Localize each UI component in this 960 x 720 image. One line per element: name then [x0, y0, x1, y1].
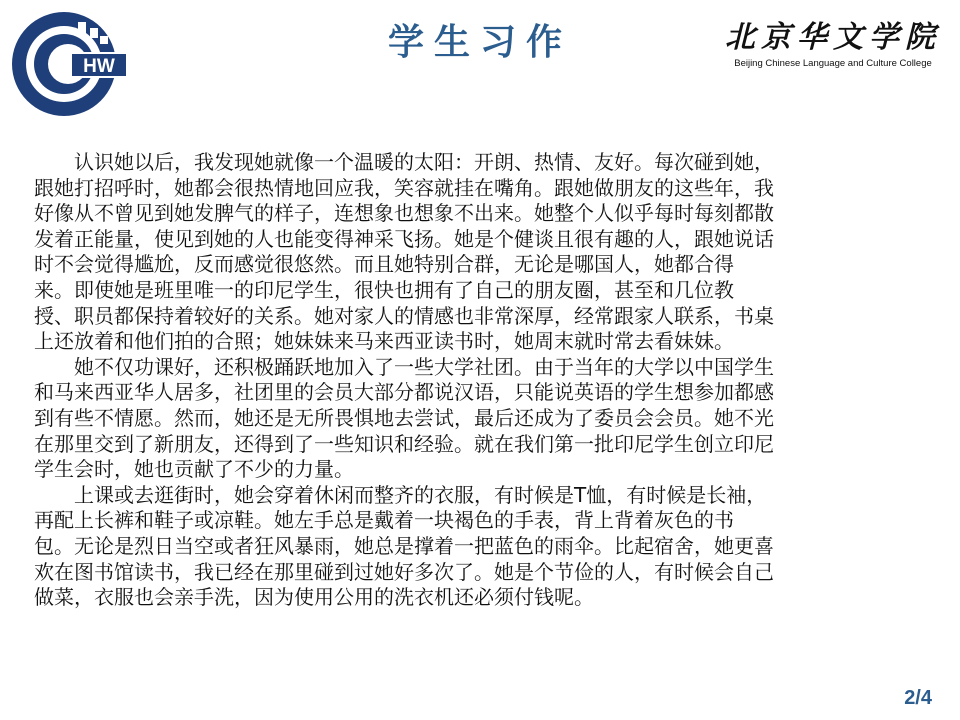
essay-line: 认识她以后，我发现她就像一个温暖的太阳：开朗、热情、友好。每次碰到她， [34, 150, 774, 174]
essay-line: 在那里交到了新朋友，还得到了一些知识和经验。就在我们第一批印尼学生创立印尼 [34, 431, 774, 456]
college-name-en: Beijing Chinese Language and Culture College [734, 58, 932, 69]
essay-body [34, 150, 924, 611]
page-number: 2/4 [904, 687, 932, 709]
essay-line: 时不会觉得尴尬，反而感觉很悠然。而且她特别合群，无论是哪国人，她都合得 [34, 252, 734, 277]
college-name [718, 20, 948, 69]
essay-line: 发着正能量，使见到她的人也能变得神采飞扬。她是个健谈且很有趣的人，跟她说话 [34, 226, 774, 251]
essay-line: 包。无论是烈日当空或者狂风暴雨，她总是撑着一把蓝色的雨伞。比起宿舍，她更喜 [34, 533, 774, 558]
logo-text: HW [83, 56, 115, 77]
essay-line: 再配上长裤和鞋子或凉鞋。她左手总是戴着一块褐色的手表，背上背着灰色的书 [34, 508, 734, 533]
essay-line: 上课或去逛街时，她会穿着休闲而整齐的衣服，有时候是T恤，有时候是长袖， [34, 482, 767, 507]
college-name-cn: 北京华文学院 [725, 20, 941, 55]
essay-line: 来。即使她是班里唯一的印尼学生，很快也拥有了自己的朋友圈，甚至和几位教 [34, 277, 734, 302]
essay-line: 欢在图书馆读书，我已经在那里碰到过她好多次了。她是个节俭的人，有时候会自己 [34, 559, 774, 584]
essay-line: 跟她打招呼时，她都会很热情地回应我，笑容就挂在嘴角。跟她做朋友的这些年，我 [34, 175, 774, 200]
page-title: 学生习作 [387, 21, 572, 63]
essay-line: 做菜，衣服也会亲手洗，因为使用公用的洗衣机还必须付钱呢。 [34, 585, 594, 610]
essay-line: 上还放着和他们拍的合照；她妹妹来马来西亚读书时，她周末就时常去看妹妹。 [34, 329, 734, 354]
essay-line: 好像从不曾见到她发脾气的样子，连想象也想象不出来。她整个人似乎每时每刻都散 [34, 201, 774, 226]
essay-line: 到有些不情愿。然而，她还是无所畏惧地去尝试，最后还成为了委员会会员。她不光 [34, 405, 774, 430]
essay-line: 学生会时，她也贡献了不少的力量。 [34, 457, 354, 482]
essay-line: 和马来西亚华人居多，社团里的会员大部分都说汉语，只能说英语的学生想参加都感 [34, 380, 774, 405]
essay-line: 授、职员都保持着较好的关系。她对家人的情感也非常深厚，经常跟家人联系，书桌 [34, 303, 774, 328]
essay-line: 她不仅功课好，还积极踊跃地加入了一些大学社团。由于当年的大学以中国学生 [34, 354, 774, 379]
